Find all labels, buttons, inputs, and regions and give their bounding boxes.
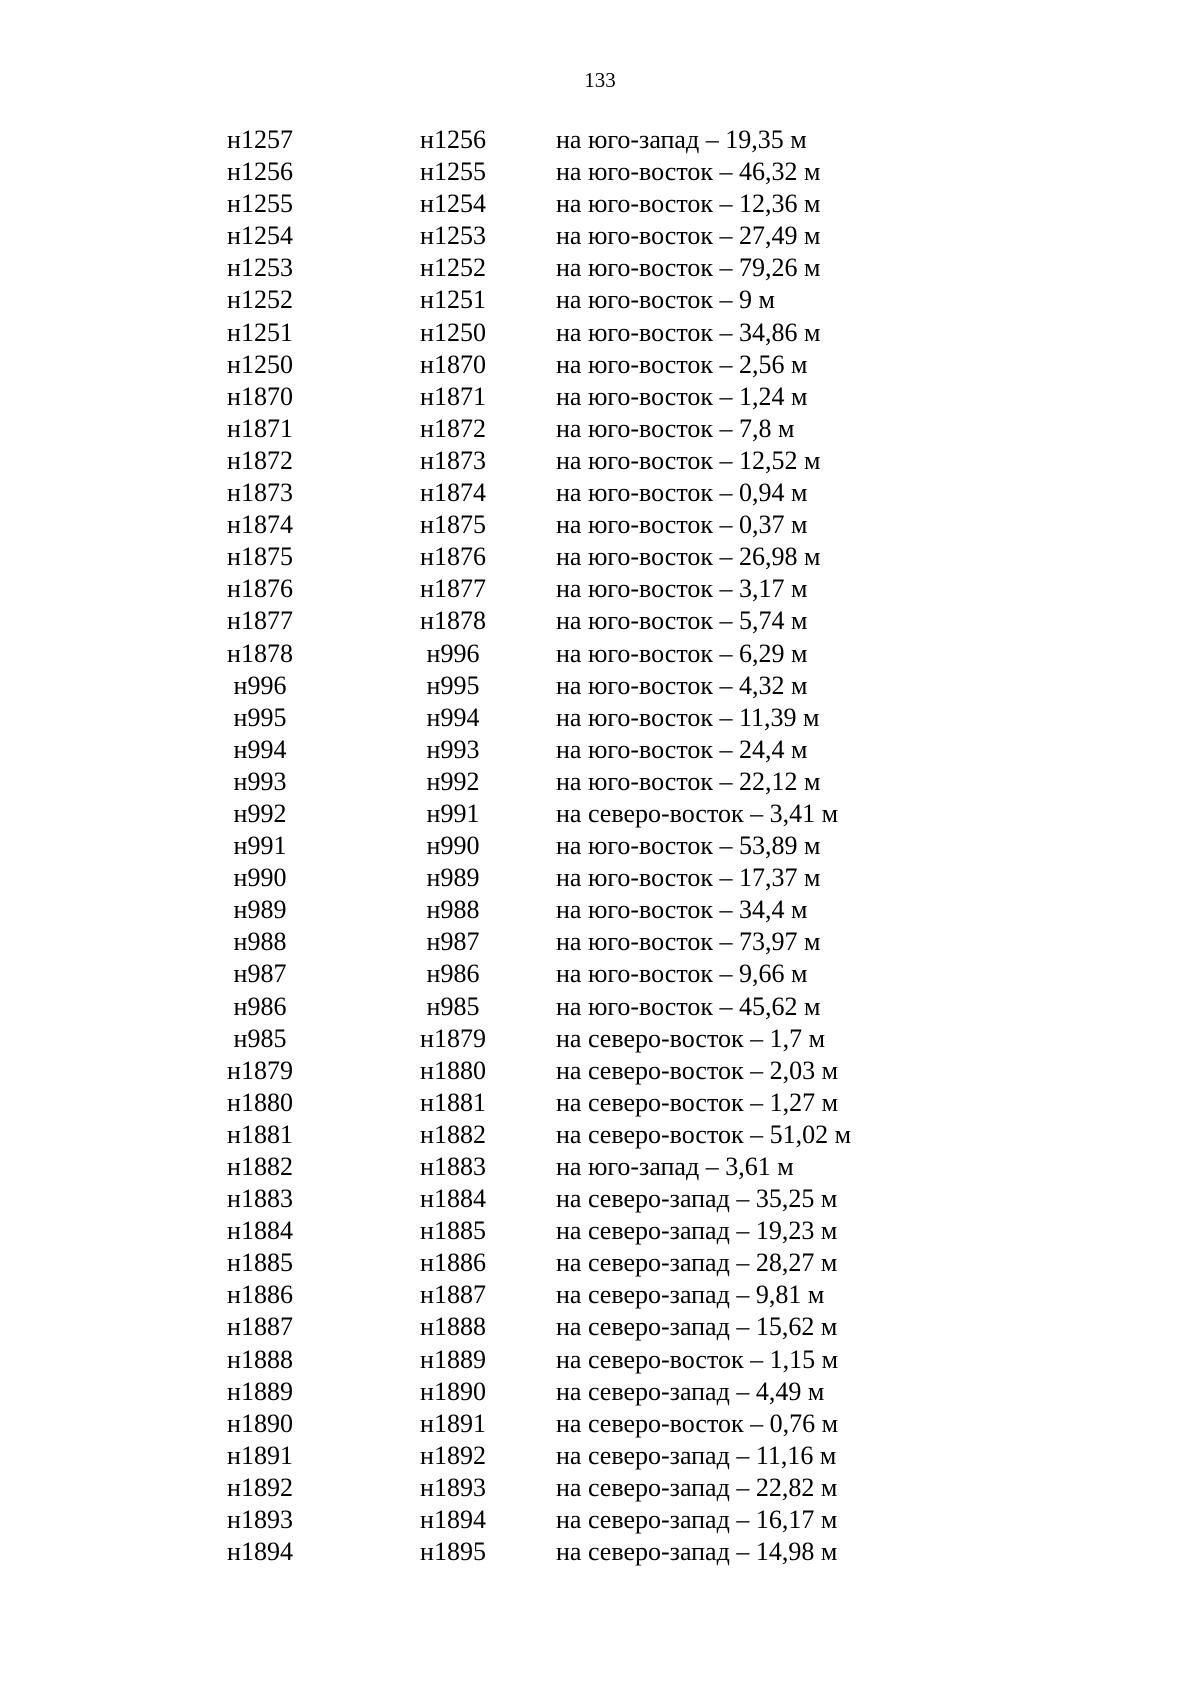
point-from: н1882 [227, 1152, 293, 1181]
table-row [0, 958, 1200, 990]
direction-distance: на северо-запад – 14,98 м [556, 1537, 838, 1567]
point-from: н996 [233, 670, 287, 700]
point-to: н1256 [420, 125, 486, 154]
point-to: н987 [426, 927, 480, 957]
point-from: н1879 [227, 1055, 293, 1085]
point-to: н986 [426, 959, 480, 989]
point-from: н1254 [227, 221, 293, 251]
direction-distance: на юго-восток – 4,32 м [556, 670, 808, 700]
table-row [0, 220, 1200, 252]
table-row [0, 188, 1200, 220]
point-from: н1877 [227, 606, 293, 636]
direction-distance: на юго-восток – 5,74 м [556, 606, 808, 636]
point-from: н989 [233, 895, 287, 925]
point-to: н1892 [420, 1440, 486, 1470]
point-to: н1877 [420, 574, 486, 604]
point-to: н1894 [420, 1505, 486, 1535]
point-to: н994 [426, 702, 480, 732]
table-row [0, 284, 1200, 316]
direction-distance: на северо-запад – 28,27 м [556, 1248, 838, 1278]
point-to: н1893 [420, 1472, 486, 1502]
direction-distance: на юго-восток – 73,97 м [556, 927, 821, 957]
point-from: н1883 [227, 1184, 293, 1214]
point-from: н993 [233, 766, 287, 796]
table-row [0, 894, 1200, 926]
direction-distance: на северо-запад – 22,82 м [556, 1472, 838, 1502]
point-to: н1887 [420, 1280, 486, 1310]
point-from: н1886 [227, 1280, 293, 1310]
direction-distance: на северо-восток – 2,03 м [556, 1055, 839, 1085]
point-from: н1255 [227, 189, 293, 219]
point-from: н1253 [227, 253, 293, 283]
point-to: н1886 [420, 1248, 486, 1278]
direction-distance: на северо-запад – 4,49 м [556, 1376, 825, 1406]
direction-distance: на северо-восток – 1,7 м [556, 1023, 826, 1053]
table-row [0, 445, 1200, 477]
direction-distance: на юго-восток – 0,94 м [556, 478, 808, 508]
direction-distance: на юго-восток – 9 м [556, 285, 775, 315]
table-row [0, 702, 1200, 734]
direction-distance: на северо-восток – 0,76 м [556, 1408, 839, 1438]
point-from: н1256 [227, 157, 293, 187]
table-row [0, 156, 1200, 188]
table-row [0, 991, 1200, 1023]
direction-distance: на северо-восток – 3,41 м [556, 798, 839, 828]
point-to: н1252 [420, 253, 486, 283]
direction-distance: на юго-восток – 34,4 м [556, 895, 808, 925]
point-from: н1876 [227, 574, 293, 604]
direction-distance: на юго-восток – 17,37 м [556, 863, 821, 893]
point-to: н1870 [420, 349, 486, 379]
table-row [0, 1440, 1200, 1472]
point-from: н994 [233, 734, 287, 764]
direction-distance: на юго-восток – 34,86 м [556, 317, 821, 347]
point-from: н1874 [227, 510, 293, 540]
point-from: н1252 [227, 285, 293, 315]
table-row [0, 124, 1200, 156]
table-row [0, 1311, 1200, 1343]
direction-distance: на северо-восток – 51,02 м [556, 1119, 852, 1149]
point-to: н989 [426, 863, 480, 893]
point-to: н995 [426, 670, 480, 700]
table-row [0, 1119, 1200, 1151]
table-row [0, 1247, 1200, 1279]
table-row [0, 317, 1200, 349]
direction-distance: на юго-восток – 6,29 м [556, 638, 808, 668]
table-row [0, 766, 1200, 798]
point-to: н1871 [420, 381, 486, 411]
point-to: н1880 [420, 1055, 486, 1085]
table-row [0, 830, 1200, 862]
direction-distance: на юго-запад – 19,35 м [556, 125, 807, 154]
point-from: н1870 [227, 381, 293, 411]
point-to: н1891 [420, 1408, 486, 1438]
point-to: н1255 [420, 157, 486, 187]
point-to: н985 [426, 991, 480, 1021]
direction-distance: на юго-запад – 3,61 м [556, 1152, 794, 1181]
direction-distance: на юго-восток – 11,39 м [556, 702, 820, 732]
point-from: н1871 [227, 413, 293, 443]
table-row [0, 509, 1200, 541]
direction-distance: на юго-восток – 0,37 м [556, 510, 808, 540]
table-row [0, 1376, 1200, 1408]
point-from: н1894 [227, 1537, 293, 1567]
point-to: н990 [426, 831, 480, 861]
direction-distance: на юго-восток – 22,12 м [556, 766, 821, 796]
direction-distance: на северо-запад – 9,81 м [556, 1280, 825, 1310]
table-row [0, 734, 1200, 766]
point-to: н1254 [420, 189, 486, 219]
table-row [0, 1055, 1200, 1087]
point-to: н1872 [420, 413, 486, 443]
point-from: н1890 [227, 1408, 293, 1438]
point-from: н987 [233, 959, 287, 989]
table-row [0, 252, 1200, 284]
table-row [0, 1087, 1200, 1119]
table-row [0, 1023, 1200, 1055]
point-to: н1878 [420, 606, 486, 636]
direction-distance: на северо-запад – 11,16 м [556, 1440, 837, 1470]
direction-distance: на юго-восток – 79,26 м [556, 253, 821, 283]
point-to: н992 [426, 766, 480, 796]
table-row [0, 670, 1200, 702]
point-from: н1889 [227, 1376, 293, 1406]
point-to: н1885 [420, 1216, 486, 1246]
table-row [0, 1504, 1200, 1536]
point-to: н1884 [420, 1184, 486, 1214]
point-to: н996 [426, 638, 480, 668]
point-from: н1891 [227, 1440, 293, 1470]
point-to: н1250 [420, 317, 486, 347]
table-row [0, 1215, 1200, 1247]
table-row [0, 926, 1200, 958]
point-from: н995 [233, 702, 287, 732]
direction-distance: на юго-восток – 12,52 м [556, 445, 821, 475]
point-from: н1257 [227, 125, 293, 154]
point-to: н1253 [420, 221, 486, 251]
point-from: н1873 [227, 478, 293, 508]
point-to: н1888 [420, 1312, 486, 1342]
point-from: н1251 [227, 317, 293, 347]
point-from: н985 [233, 1023, 287, 1053]
direction-distance: на юго-восток – 3,17 м [556, 574, 808, 604]
point-to: н1879 [420, 1023, 486, 1053]
direction-distance: на северо-запад – 19,23 м [556, 1216, 838, 1246]
point-to: н988 [426, 895, 480, 925]
direction-distance: на юго-восток – 46,32 м [556, 157, 821, 187]
point-to: н1875 [420, 510, 486, 540]
table-row [0, 638, 1200, 670]
point-from: н1878 [227, 638, 293, 668]
point-to: н1882 [420, 1119, 486, 1149]
table-row [0, 1183, 1200, 1215]
direction-distance: на юго-восток – 2,56 м [556, 349, 808, 379]
table-row [0, 862, 1200, 894]
point-to: н1251 [420, 285, 486, 315]
direction-distance: на юго-восток – 12,36 м [556, 189, 821, 219]
point-from: н991 [233, 831, 287, 861]
table-row [0, 477, 1200, 509]
direction-distance: на юго-восток – 24,4 м [556, 734, 808, 764]
table-row [0, 1279, 1200, 1311]
point-from: н1872 [227, 445, 293, 475]
direction-distance: на юго-восток – 9,66 м [556, 959, 808, 989]
point-from: н1888 [227, 1344, 293, 1374]
table-row [0, 573, 1200, 605]
point-to: н1876 [420, 542, 486, 572]
point-to: н991 [426, 798, 480, 828]
direction-distance: на северо-восток – 1,27 м [556, 1087, 839, 1117]
point-from: н1880 [227, 1087, 293, 1117]
point-from: н990 [233, 863, 287, 893]
table-row [0, 605, 1200, 637]
point-from: н986 [233, 991, 287, 1021]
point-to: н1895 [420, 1537, 486, 1567]
point-from: н1887 [227, 1312, 293, 1342]
point-from: н988 [233, 927, 287, 957]
point-from: н1885 [227, 1248, 293, 1278]
table-row [0, 1344, 1200, 1376]
page-number: 133 [584, 68, 616, 92]
point-from: н992 [233, 798, 287, 828]
point-to: н1881 [420, 1087, 486, 1117]
point-to: н1889 [420, 1344, 486, 1374]
point-from: н1881 [227, 1119, 293, 1149]
table-row [0, 1408, 1200, 1440]
point-from: н1892 [227, 1472, 293, 1502]
point-from: н1893 [227, 1505, 293, 1535]
direction-distance: на юго-восток – 27,49 м [556, 221, 821, 251]
direction-distance: на юго-восток – 26,98 м [556, 542, 821, 572]
direction-distance: на северо-запад – 35,25 м [556, 1184, 838, 1214]
table-row [0, 798, 1200, 830]
direction-distance: на северо-запад – 15,62 м [556, 1312, 838, 1342]
direction-distance: на северо-восток – 1,15 м [556, 1344, 839, 1374]
direction-distance: на юго-восток – 53,89 м [556, 831, 821, 861]
table-row [0, 1536, 1200, 1568]
table-row [0, 1151, 1200, 1183]
table-row [0, 413, 1200, 445]
point-to: н993 [426, 734, 480, 764]
point-from: н1884 [227, 1216, 293, 1246]
direction-distance: на северо-запад – 16,17 м [556, 1505, 838, 1535]
table-row [0, 541, 1200, 573]
point-to: н1883 [420, 1152, 486, 1181]
table-row [0, 349, 1200, 381]
table-row [0, 1472, 1200, 1504]
point-from: н1875 [227, 542, 293, 572]
boundary-table [0, 124, 1200, 1568]
direction-distance: на юго-восток – 7,8 м [556, 413, 795, 443]
table-row [0, 381, 1200, 413]
direction-distance: на юго-восток – 45,62 м [556, 991, 821, 1021]
point-to: н1873 [420, 445, 486, 475]
point-from: н1250 [227, 349, 293, 379]
point-to: н1890 [420, 1376, 486, 1406]
direction-distance: на юго-восток – 1,24 м [556, 381, 808, 411]
point-to: н1874 [420, 478, 486, 508]
